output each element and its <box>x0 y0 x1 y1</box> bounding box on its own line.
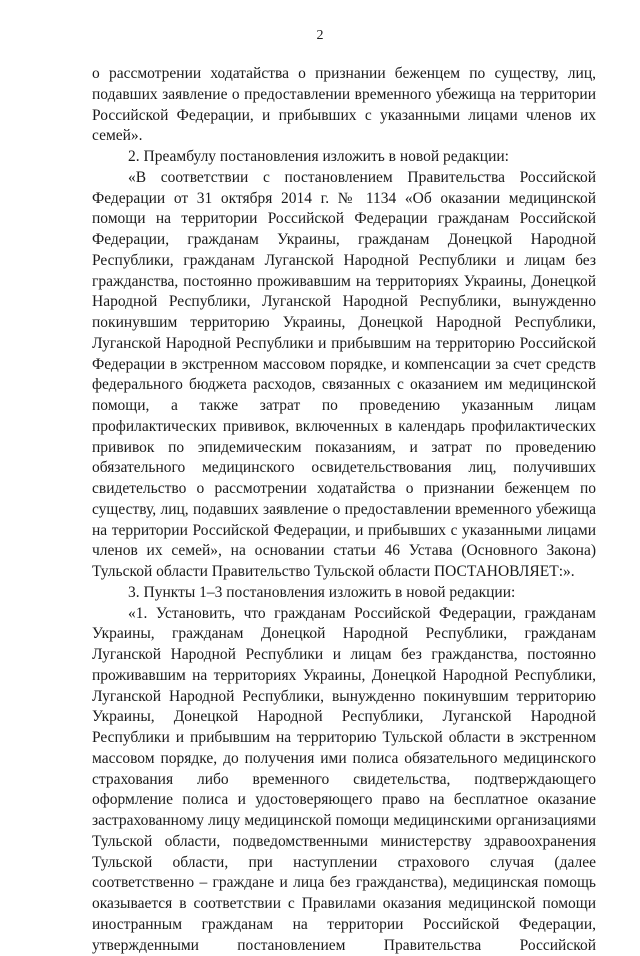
paragraph-item-2-heading: 2. Преамбулу постановления изложить в новой редакции: <box>92 147 596 168</box>
page-number: 2 <box>0 28 640 44</box>
document-body <box>92 64 596 956</box>
paragraph-continuation: о рассмотрении ходатайства о признании беженцем по существу, лиц, подавших заявление о предоставлении временного убежища на территории Российской Федерации, и прибывших с указанными лицами членов их семей». <box>92 64 596 147</box>
paragraph-item-3-heading: 3. Пункты 1–3 постановления изложить в новой редакции: <box>92 583 596 604</box>
paragraph-preamble: «В соответствии с постановлением Правительства Российской Федерации от 31 октября 2014 г. № 1134 «Об оказании медицинской помощи на территории Российской Федерации гражданам Российской Федерации, гражданам Украины, гражданам Донецкой Народной Республики, гражданам Луганской Народной Республики и лицам без гражданства, постоянно проживавшим на территориях Украины, Донецкой Народной Республики, Луганской Народной Республики, вынужденно покинувшим территорию Украины, Донецкой Народной Республики, Луганской Народной Республики и прибывшим на территорию Российской Федерации в экстренном массовом порядке, и компенсации за счет средств федерального бюджета расходов, связанных с оказанием им медицинской помощи, а также затрат по проведению указанным лицам профилактических прививок, включенных в календарь профилактических прививок по эпидемическим показаниям, и затрат по проведению обязательного медицинского освидетельствования лиц, получивших свидетельство о рассмотрении ходатайства о признании беженцем по существу, лиц, подавших заявление о предоставлении временного убежища на территории Российской Федерации, и прибывших с указанными лицами членов их семей», на основании статьи 46 Устава (Основного Закона) Тульской области Правительство Тульской области ПОСТАНОВЛЯЕТ:». <box>92 168 596 583</box>
paragraph-item-1-text: «1. Установить, что гражданам Российской Федерации, гражданам Украины, гражданам Донецкой Народной Республики, гражданам Луганской Народной Республики и лицам без гражданства, постоянно проживавшим на территориях Украины, Донецкой Народной Республики, Луганской Народной Республики, вынужденно покинувшим территорию Украины, Донецкой Народной Республики, Луганской Народной Республики и прибывшим на территорию Тульской области в экстренном массовом порядке, до получения ими полиса обязательного медицинского страхования либо временного свидетельства, подтверждающего оформление полиса и удостоверяющего право на бесплатное оказание застрахованному лицу медицинской помощи медицинскими организациями Тульской области, подведомственными министерству здравоохранения Тульской области, при наступлении страхового случая (далее соответственно – граждане и лица без гражданства), медицинская помощь оказывается в соответствии с Правилами оказания медицинской помощи иностранным гражданам на территории Российской Федерации, утвержденными постановлением Правительства Российской <box>92 604 596 956</box>
